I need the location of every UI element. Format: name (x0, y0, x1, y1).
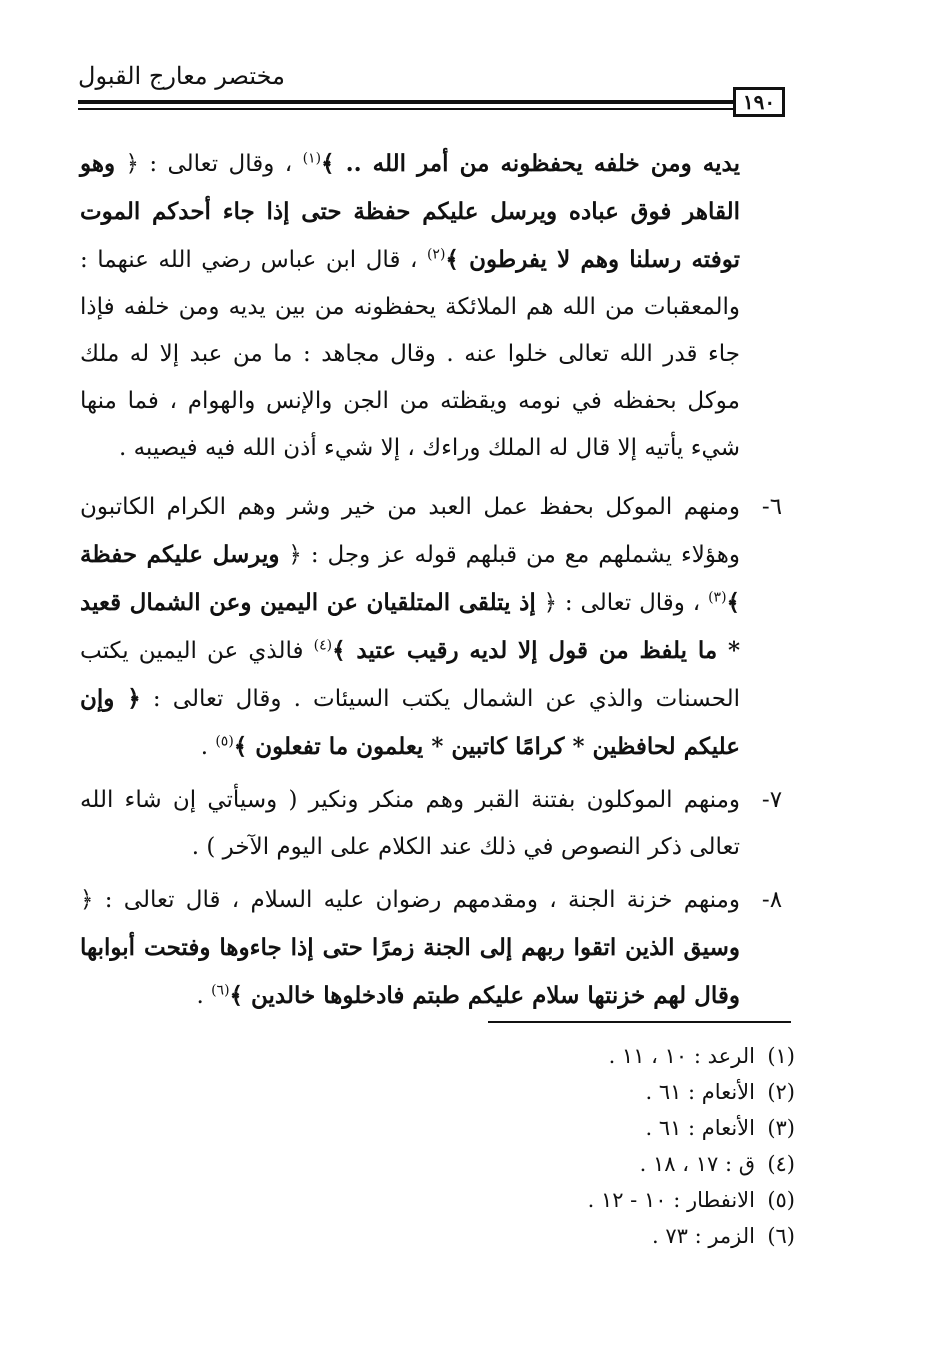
item-number: ٦- (761, 494, 783, 520)
page-number: ١٩٠ (733, 87, 785, 117)
item-number: ٨- (761, 887, 783, 913)
header-rule-thin (78, 108, 733, 110)
quran-verse: وسيق الذين اتقوا ربهم إلى الجنة زمرًا حتى إذا جاءوها وفتحت أبوابها وقال لهم خزنتها سلام عليكم طبتم فادخلوها خالدين ﴾ (80, 934, 740, 1009)
quran-verse: يديه ومن خلفه يحفظونه من أمر الله .. ﴾ (321, 150, 741, 177)
footnote-text: الأنعام : ٦١ . (645, 1116, 755, 1140)
footnote (435, 1218, 795, 1254)
footnote (435, 1146, 795, 1182)
footnote-number: (٣) (767, 1116, 795, 1140)
footnote (435, 1182, 795, 1218)
item-text (80, 484, 744, 771)
item-text (80, 877, 744, 1020)
footnote-text: الأنعام : ٦١ . (645, 1080, 755, 1104)
body-text: . (200, 734, 209, 760)
footnotes (435, 1038, 795, 1254)
footnote-text: الزمر : ٧٣ . (651, 1224, 755, 1248)
footnote-number: (٥) (767, 1188, 795, 1212)
footnote-number: (٤) (767, 1152, 795, 1176)
footnote-text: ق : ١٧ ، ١٨ . (639, 1152, 755, 1176)
footnote-ref: (٣) (708, 589, 727, 606)
header-rule-thick (78, 100, 733, 104)
footnote-divider (488, 1021, 791, 1023)
footnote-ref: (٢) (426, 246, 446, 263)
body-text: ، وقال تعالى : ﴿ (543, 590, 701, 616)
body-text: فالذي عن اليمين يكتب الحسنات والذي عن الشمال يكتب السيئات . وقال تعالى : (80, 638, 740, 712)
body-text: ، قال ابن عباس رضي الله عنهما : والمعقبات من الله هم الملائكة يحفظونه من بين يديه ومن خلفه فإذا جاء قدر الله تعالى خلوا عنه . وقال مجاهد : ما من عبد إلا له ملك موكل بحفظه في نومه ويقظته من الجن والإنس والهوام ، فما منها شيء يأتيه إلا قال له الملك وراءك ، إلا شيء أذن الله فيه فيصيبه . (80, 247, 740, 461)
footnote-number: (٦) (767, 1224, 795, 1248)
body-text: ومنهم خزنة الجنة ، ومقدمهم رضوان عليه السلام ، قال تعالى : ﴿ (80, 887, 740, 913)
quran-verse: ﴿ وإن عليكم لحافظين * كرامًا كاتبين * يعلمون ما تفعلون ﴾ (80, 685, 740, 760)
quran-verse: وهو القاهر فوق عباده ويرسل عليكم حفظة حتى إذا جاء أحدكم الموت توفته رسلنا وهم لا يفرطون ﴾ (80, 150, 741, 273)
intro-paragraph (80, 140, 740, 472)
list-item (80, 877, 783, 1020)
footnote (435, 1038, 795, 1074)
list-item (80, 777, 783, 871)
body-text: . (196, 983, 204, 1009)
footnote-number: (١) (767, 1044, 795, 1068)
body-text: ، وقال تعالى : ﴿ (125, 151, 293, 177)
footnote-text: الرعد : ١٠ ، ١١ . (608, 1044, 755, 1068)
main-text (80, 140, 783, 1020)
footnote-number: (٢) (767, 1080, 795, 1104)
body-text: ومنهم الموكلون بفتنة القبر وهم منكر ونكير ( وسيأتي إن شاء الله تعالى ذكر النصوص في ذلك عند الكلام على اليوم الآخر ) . (80, 787, 740, 860)
footnote-text: الانفطار : ١٠ - ١٢ . (587, 1188, 755, 1212)
body-text: ومنهم الموكل بحفظ عمل العبد من خير وشر وهم الكرام الكاتبون وهؤلاء يشملهم مع من قبلهم قوله عز وجل : ﴿ (80, 494, 740, 568)
quran-verse: ويرسل عليكم حفظة ﴾ (80, 541, 741, 616)
footnote-ref: (٦) (211, 982, 230, 999)
footnote-ref: (٥) (215, 733, 234, 750)
book-title: مختصر معارج القبول (78, 62, 285, 90)
list-item (80, 484, 783, 771)
item-number: ٧- (761, 787, 783, 813)
footnote-ref: (١) (302, 150, 322, 167)
quran-verse: إذ يتلقى المتلقيان عن اليمين وعن الشمال قعيد * ما يلفظ من قول إلا لديه رقيب عتيد ﴾ (80, 589, 741, 664)
footnote-ref: (٤) (313, 637, 333, 654)
item-text (80, 777, 744, 871)
footnote (435, 1074, 795, 1110)
footnote (435, 1110, 795, 1146)
